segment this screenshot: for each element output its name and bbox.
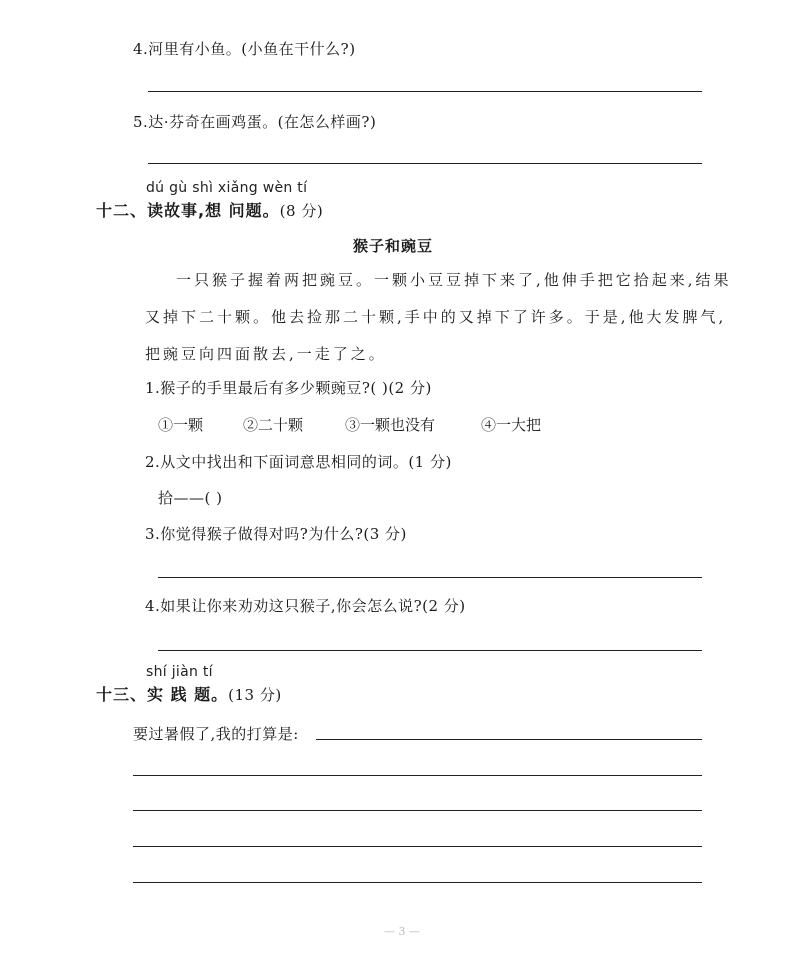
option-3: ③一颗也没有	[345, 416, 436, 434]
answer-line	[316, 739, 702, 740]
answer-line	[133, 882, 702, 883]
page-number: — 3 —	[384, 925, 420, 938]
answer-line	[148, 91, 702, 92]
section-13-heading	[96, 682, 282, 705]
section-13-title: 十三、实 践 题。	[96, 685, 229, 704]
question-4b: 4.如果让你来劝劝这只猴子,你会怎么说?(2 分)	[145, 597, 466, 615]
question-2: 2.从文中找出和下面词意思相同的词。(1 分)	[145, 453, 452, 471]
question-3: 3.你觉得猴子做得对吗?为什么?(3 分)	[145, 525, 407, 543]
answer-line	[148, 163, 702, 164]
story-line: 把豌豆向四面散去,一走了之。	[145, 345, 387, 363]
answer-line	[158, 650, 702, 651]
section-12-title: 十二、读故事,想 问题。	[96, 201, 280, 220]
answer-line	[133, 775, 702, 776]
story-line: 一只猴子握着两把豌豆。一颗小豆豆掉下来了,他伸手把它拾起来,结果	[176, 271, 732, 289]
section-13-pinyin: shí jiàn tí	[146, 664, 213, 680]
question-2-item: 拾——( )	[158, 489, 223, 507]
section-12-pinyin: dú gù shì xiǎng wèn tí	[146, 180, 308, 196]
answer-line	[133, 810, 702, 811]
section-12-score: (8 分)	[279, 202, 324, 220]
section-13-score: (13 分)	[228, 686, 282, 704]
question-5: 5.达·芬奇在画鸡蛋。(在怎么样画?)	[133, 113, 377, 131]
question-1: 1.猴子的手里最后有多少颗豌豆?( )(2 分)	[145, 379, 432, 397]
question-4: 4.河里有小鱼。(小鱼在干什么?)	[133, 40, 356, 58]
story-line: 又掉下二十颗。他去捡那二十颗,手中的又掉下了许多。于是,他大发脾气,	[145, 308, 727, 326]
answer-line	[133, 846, 702, 847]
plan-prompt: 要过暑假了,我的打算是:	[133, 725, 299, 743]
story-title: 猴子和豌豆	[353, 237, 434, 255]
option-1: ①一颗	[158, 416, 204, 434]
answer-line	[158, 577, 702, 578]
option-2: ②二十颗	[243, 416, 304, 434]
option-4: ④一大把	[481, 416, 542, 434]
section-12-heading	[96, 198, 323, 221]
